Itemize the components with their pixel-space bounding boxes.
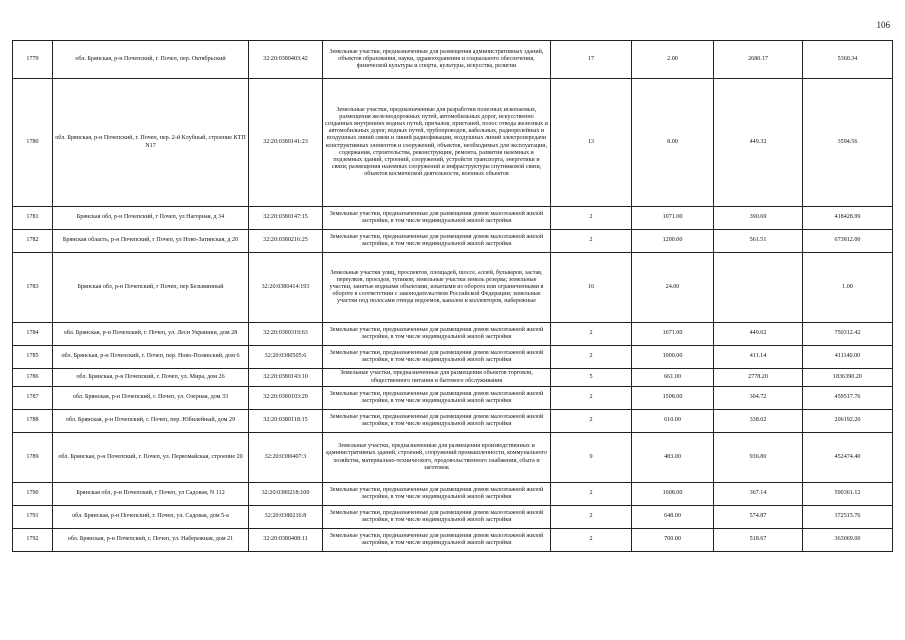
cadastral-number-cell: 32:20:0380147:15: [249, 207, 323, 230]
row-number-cell: 1790: [13, 483, 53, 506]
land-use-cell: Земельные участки, предназначенные для размещения домов малоэтажной жилой застройки, в том числе индивидуальной жилой застройки: [323, 230, 551, 253]
cadastral-value-cell: 750312.42: [803, 323, 893, 346]
land-use-cell: Земельные участки, предназначенные для разработки полезных ископаемых, размещения железнодорожных путей, автомобильных дорог, искусственно созданных внутренних водных путей, причалов, пристаней, полос отвода железных и автомобильных дорог, водных путей, трубопроводов, кабельных, радиорелейных и воздушных линий связи и линий радиофикации, воздушных линий электропередачи конструктивных элементов и сооружений, объектов, необходимых для эксплуатации, содержания, строительства, реконструкции, ремонта, развития наземных и подземных зданий, строений, сооружений, устройств транспорта, энергетики и связи; размещения наземных сооружений и инфраструктуры спутниковой связи, объектов космической деятельности, военных объектов: [323, 79, 551, 207]
table-row: [13, 506, 893, 529]
use-code-cell: 17: [551, 41, 632, 79]
address-cell: Брянская обл, р-н Почепский, г Почеп, ул Садовая, N 112: [53, 483, 249, 506]
use-code-cell: 2: [551, 207, 632, 230]
address-cell: Брянская область, р-н Почепский, г Почеп, ул Ново-Затинская, д 20: [53, 230, 249, 253]
address-cell: обл. Брянская, р-н Почепский, г. Почеп, пер. Юбилейный, дом 29: [53, 410, 249, 433]
unit-value-cell: 411.14: [714, 346, 803, 369]
area-cell: 1071.00: [632, 207, 714, 230]
row-number-cell: 1791: [13, 506, 53, 529]
address-cell: обл. Брянская, р-н Почепский, г. Почеп, пер. Октябрьский: [53, 41, 249, 79]
unit-value-cell: 518.67: [714, 529, 803, 552]
cadastral-value-cell: 590361.12: [803, 483, 893, 506]
area-cell: 24.00: [632, 253, 714, 323]
row-number-cell: 1789: [13, 433, 53, 483]
cadastral-value-cell: 411140.00: [803, 346, 893, 369]
area-cell: 1508.00: [632, 387, 714, 410]
cadastral-value-cell: 452474.40: [803, 433, 893, 483]
use-code-cell: 2: [551, 230, 632, 253]
area-cell: 1671.00: [632, 323, 714, 346]
land-use-cell: Земельные участки, предназначенные для размещения домов малоэтажной жилой застройки, в том числе индивидуальной жилой застройки: [323, 387, 551, 410]
address-cell: Брянская обл, р-н Почепский, г Почеп, пер Безымянный: [53, 253, 249, 323]
row-number-cell: 1782: [13, 230, 53, 253]
land-use-cell: Земельные участки, предназначенные для размещения объектов торговли, общественного питания и бытового обслуживания: [323, 369, 551, 387]
table-row: [13, 483, 893, 506]
cadastral-value-cell: 5360.34: [803, 41, 893, 79]
use-code-cell: 2: [551, 483, 632, 506]
unit-value-cell: 561.51: [714, 230, 803, 253]
table-row: [13, 230, 893, 253]
land-use-cell: Земельные участки, предназначенные для размещения домов малоэтажной жилой застройки, в том числе индивидуальной жилой застройки: [323, 506, 551, 529]
cadastral-value-cell: 673812.00: [803, 230, 893, 253]
area-cell: 1000.00: [632, 346, 714, 369]
cadastral-number-cell: 32:20:0380216:8: [249, 506, 323, 529]
cadastral-number-cell: 32:20:0380118:15: [249, 410, 323, 433]
page-number: 106: [876, 20, 890, 30]
cadastral-number-cell: 32:20:0380143:10: [249, 369, 323, 387]
cadastral-number-cell: 32:20:0380403:42: [249, 41, 323, 79]
use-code-cell: 16: [551, 253, 632, 323]
address-cell: обл. Брянская, р-н Почепский, г. Почеп, пер. 2-й Клубный, строение КТП N17: [53, 79, 249, 207]
table-row: [13, 79, 893, 207]
row-number-cell: 1783: [13, 253, 53, 323]
address-cell: обл. Брянская, р-н Почепский, г. Почеп, ул. Мира, дом 26: [53, 369, 249, 387]
area-cell: 1200.00: [632, 230, 714, 253]
area-cell: 483.00: [632, 433, 714, 483]
table-row: [13, 369, 893, 387]
table-body: [13, 41, 893, 552]
cadastral-number-cell: 32:20:0380319:63: [249, 323, 323, 346]
address-cell: обл. Брянская, р-н Почепский, г. Почеп, ул. Набережная, дом 21: [53, 529, 249, 552]
row-number-cell: 1786: [13, 369, 53, 387]
cadastral-value-cell: 459517.76: [803, 387, 893, 410]
unit-value-cell: 449.32: [714, 79, 803, 207]
unit-value-cell: 574.87: [714, 506, 803, 529]
land-use-cell: Земельные участки, предназначенные для размещения домов малоэтажной жилой застройки, в том числе индивидуальной жилой застройки: [323, 346, 551, 369]
use-code-cell: 13: [551, 79, 632, 207]
land-use-cell: Земельные участки, предназначенные для размещения административных зданий, объектов образования, науки, здравоохранения и социального обеспечения, физической культуры и спорта, культуры, искусства, религии: [323, 41, 551, 79]
use-code-cell: 2: [551, 346, 632, 369]
unit-value-cell: 2778.20: [714, 369, 803, 387]
land-use-cell: Земельные участки, предназначенные для размещения производственных и административных зданий, строений, сооружений промышленности, коммунального хозяйства, материально-технического, продовольственного снабжения, сбыта и заготовок: [323, 433, 551, 483]
area-cell: 8.00: [632, 79, 714, 207]
unit-value-cell: [714, 253, 803, 323]
cadastral-number-cell: 32:20:0380218:100: [249, 483, 323, 506]
cadastral-value-cell: 206192.20: [803, 410, 893, 433]
use-code-cell: 9: [551, 433, 632, 483]
address-cell: обл. Брянская, р-н Почепский, г. Почеп, ул. Садовая, дом 5-а: [53, 506, 249, 529]
cadastral-value-cell: 3594.56: [803, 79, 893, 207]
unit-value-cell: 449.02: [714, 323, 803, 346]
row-number-cell: 1780: [13, 79, 53, 207]
area-cell: 700.00: [632, 529, 714, 552]
cadastral-value-cell: 372515.76: [803, 506, 893, 529]
use-code-cell: 2: [551, 387, 632, 410]
row-number-cell: 1792: [13, 529, 53, 552]
land-use-cell: Земельные участки улиц, проспектов, площадей, шоссе, аллей, бульваров, застав, переулков, проездов, тупиков; земельные участки земель резерва; земельные участки, занятые водными объектами, изъятыми из оборота или ограниченными в обороте в соответствии с законодательством Российской Федерации; земельные участки под полосами отвода водоемов, каналов и коллекторов, набережные: [323, 253, 551, 323]
area-cell: 2.00: [632, 41, 714, 79]
unit-value-cell: 2680.17: [714, 41, 803, 79]
cadastral-value-cell: 363069.00: [803, 529, 893, 552]
area-cell: 661.00: [632, 369, 714, 387]
cadastral-value-cell: 1836390.20: [803, 369, 893, 387]
cadastral-number-cell: 32:20:0380141:23: [249, 79, 323, 207]
land-use-cell: Земельные участки, предназначенные для размещения домов малоэтажной жилой застройки, в том числе индивидуальной жилой застройки: [323, 410, 551, 433]
table-row: [13, 207, 893, 230]
cadastral-number-cell: 32:20:0380103:29: [249, 387, 323, 410]
table-row: [13, 433, 893, 483]
use-code-cell: 2: [551, 410, 632, 433]
unit-value-cell: 338.02: [714, 410, 803, 433]
area-cell: 610.00: [632, 410, 714, 433]
address-cell: обл. Брянская, р-н Почепский, г. Почеп, ул. Первомайская, строение 20: [53, 433, 249, 483]
cadastral-number-cell: 32:20:0380407:3: [249, 433, 323, 483]
table-row: [13, 323, 893, 346]
cadastral-number-cell: 32:20:0380414:193: [249, 253, 323, 323]
land-use-cell: Земельные участки, предназначенные для размещения домов малоэтажной жилой застройки, в том числе индивидуальной жилой застройки: [323, 483, 551, 506]
use-code-cell: 2: [551, 323, 632, 346]
table-row: [13, 387, 893, 410]
use-code-cell: 5: [551, 369, 632, 387]
address-cell: обл. Брянская, р-н Почепский, г. Почеп, ул. Леси Украинки, дом 28: [53, 323, 249, 346]
land-registry-table: [12, 40, 893, 552]
land-use-cell: Земельные участки, предназначенные для размещения домов малоэтажной жилой застройки, в том числе индивидуальной жилой застройки: [323, 323, 551, 346]
row-number-cell: 1787: [13, 387, 53, 410]
table-row: [13, 253, 893, 323]
unit-value-cell: 390.69: [714, 207, 803, 230]
cadastral-number-cell: 32:20:0380216:25: [249, 230, 323, 253]
row-number-cell: 1785: [13, 346, 53, 369]
row-number-cell: 1779: [13, 41, 53, 79]
cadastral-value-cell: 1.00: [803, 253, 893, 323]
use-code-cell: 2: [551, 506, 632, 529]
address-cell: обл. Брянская, р-н Почепский, г. Почеп, пер. Ново-Полянский, дом 6: [53, 346, 249, 369]
table-row: [13, 346, 893, 369]
area-cell: 648.00: [632, 506, 714, 529]
area-cell: 1608.00: [632, 483, 714, 506]
table-row: [13, 41, 893, 79]
address-cell: Брянская обл, р-н Почепский, г Почеп, ул Нагорная, д 34: [53, 207, 249, 230]
unit-value-cell: 304.72: [714, 387, 803, 410]
table-row: [13, 410, 893, 433]
table-row: [13, 529, 893, 552]
cadastral-value-cell: 418428.99: [803, 207, 893, 230]
unit-value-cell: 367.14: [714, 483, 803, 506]
use-code-cell: 2: [551, 529, 632, 552]
cadastral-number-cell: 32:20:0380505:6: [249, 346, 323, 369]
row-number-cell: 1781: [13, 207, 53, 230]
land-use-cell: Земельные участки, предназначенные для размещения домов малоэтажной жилой застройки, в том числе индивидуальной жилой застройки: [323, 207, 551, 230]
row-number-cell: 1788: [13, 410, 53, 433]
land-use-cell: Земельные участки, предназначенные для размещения домов малоэтажной жилой застройки, в том числе индивидуальной жилой застройки: [323, 529, 551, 552]
cadastral-number-cell: 32:20:0380408:11: [249, 529, 323, 552]
address-cell: обл. Брянская, р-н Почепский, г. Почеп, ул. Озерная, дом 33: [53, 387, 249, 410]
unit-value-cell: 936.80: [714, 433, 803, 483]
row-number-cell: 1784: [13, 323, 53, 346]
